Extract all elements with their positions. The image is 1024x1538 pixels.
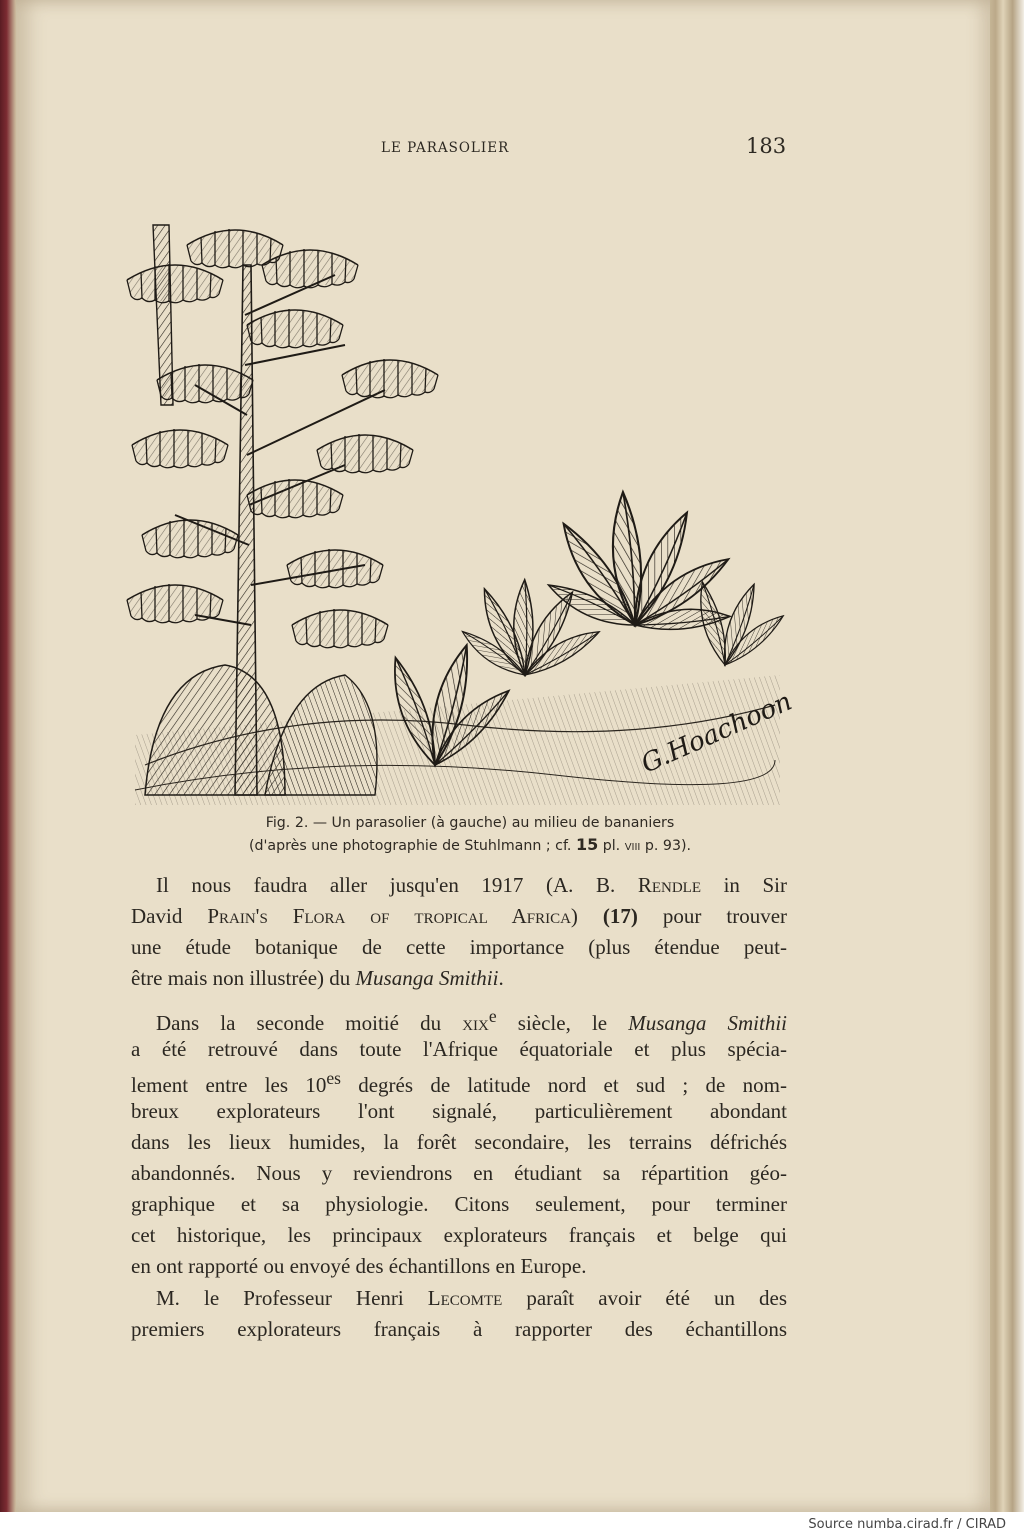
- paragraph-2-line-4: breux explorateurs l'ont signalé, particulièrement abondant: [131, 1099, 787, 1123]
- paragraph-2-line-3: lement entre les $10^{es}$ degrés de latitude nord et sud ; de nom-: [131, 1068, 787, 1097]
- illustration-parasolier: [135, 205, 797, 805]
- book-edge-right: [986, 0, 1024, 1512]
- svg-text:G.Hoachoon: G.Hoachoon: [636, 686, 797, 780]
- figure-caption: [140, 812, 800, 857]
- paragraph-2-line-2: a été retrouvé dans toute l'Afrique équatoriale et plus spécia-: [131, 1037, 787, 1061]
- paragraph-2-line-5: dans les lieux humides, la forêt secondaire, les terrains défrichés: [131, 1130, 787, 1154]
- engraving-drawing: [135, 205, 797, 805]
- paragraph-2-line-6: abandonnés. Nous y reviendrons en étudiant sa répartition géo-: [131, 1161, 787, 1185]
- parasolier-tree: [127, 225, 438, 795]
- paragraph-1-line-2: David Prain's Flora of tropical Africa) (17) pour trouver: [131, 904, 788, 928]
- paragraph-3-line-1: M. le Professeur Henri Lecomte paraît avoir été un des: [156, 1286, 787, 1310]
- paragraph-1-line-3: une étude botanique de cette importance (plus étendue peut-: [131, 935, 787, 959]
- paragraph-3-line-2: premiers explorateurs français à rapporter des échantillons: [131, 1317, 787, 1341]
- caption-line-1: Fig. 2. — Un parasolier (à gauche) au milieu de bananiers: [265, 815, 675, 831]
- source-credit: Source numba.cirad.fr / CIRAD: [808, 1517, 1006, 1532]
- paragraph-1-line-4: être mais non illustrée) du Musanga Smithii.: [131, 966, 504, 990]
- page-number: 183: [746, 134, 787, 158]
- paragraph-2-line-8: cet historique, les principaux explorateurs français et belge qui: [131, 1223, 787, 1247]
- paragraph-2-line-9: en ont rapporté ou envoyé des échantillons en Europe.: [131, 1254, 587, 1278]
- paragraph-2-line-7: graphique et sa physiologie. Citons seulement, pour terminer: [131, 1192, 787, 1216]
- paragraph-1-line-1: Il nous faudra aller jusqu'en 1917 (A. B. Rendle in Sir: [156, 873, 787, 897]
- caption-line-2: (d'après une photographie de Stuhlmann ; cf. 15 pl. viii p. 93).: [248, 835, 692, 854]
- paragraph-2-line-1: Dans la seconde moitié du xix$^e$ siècle, le Musanga Smithii: [156, 1006, 788, 1035]
- running-title: LE PARASOLIER: [381, 140, 510, 156]
